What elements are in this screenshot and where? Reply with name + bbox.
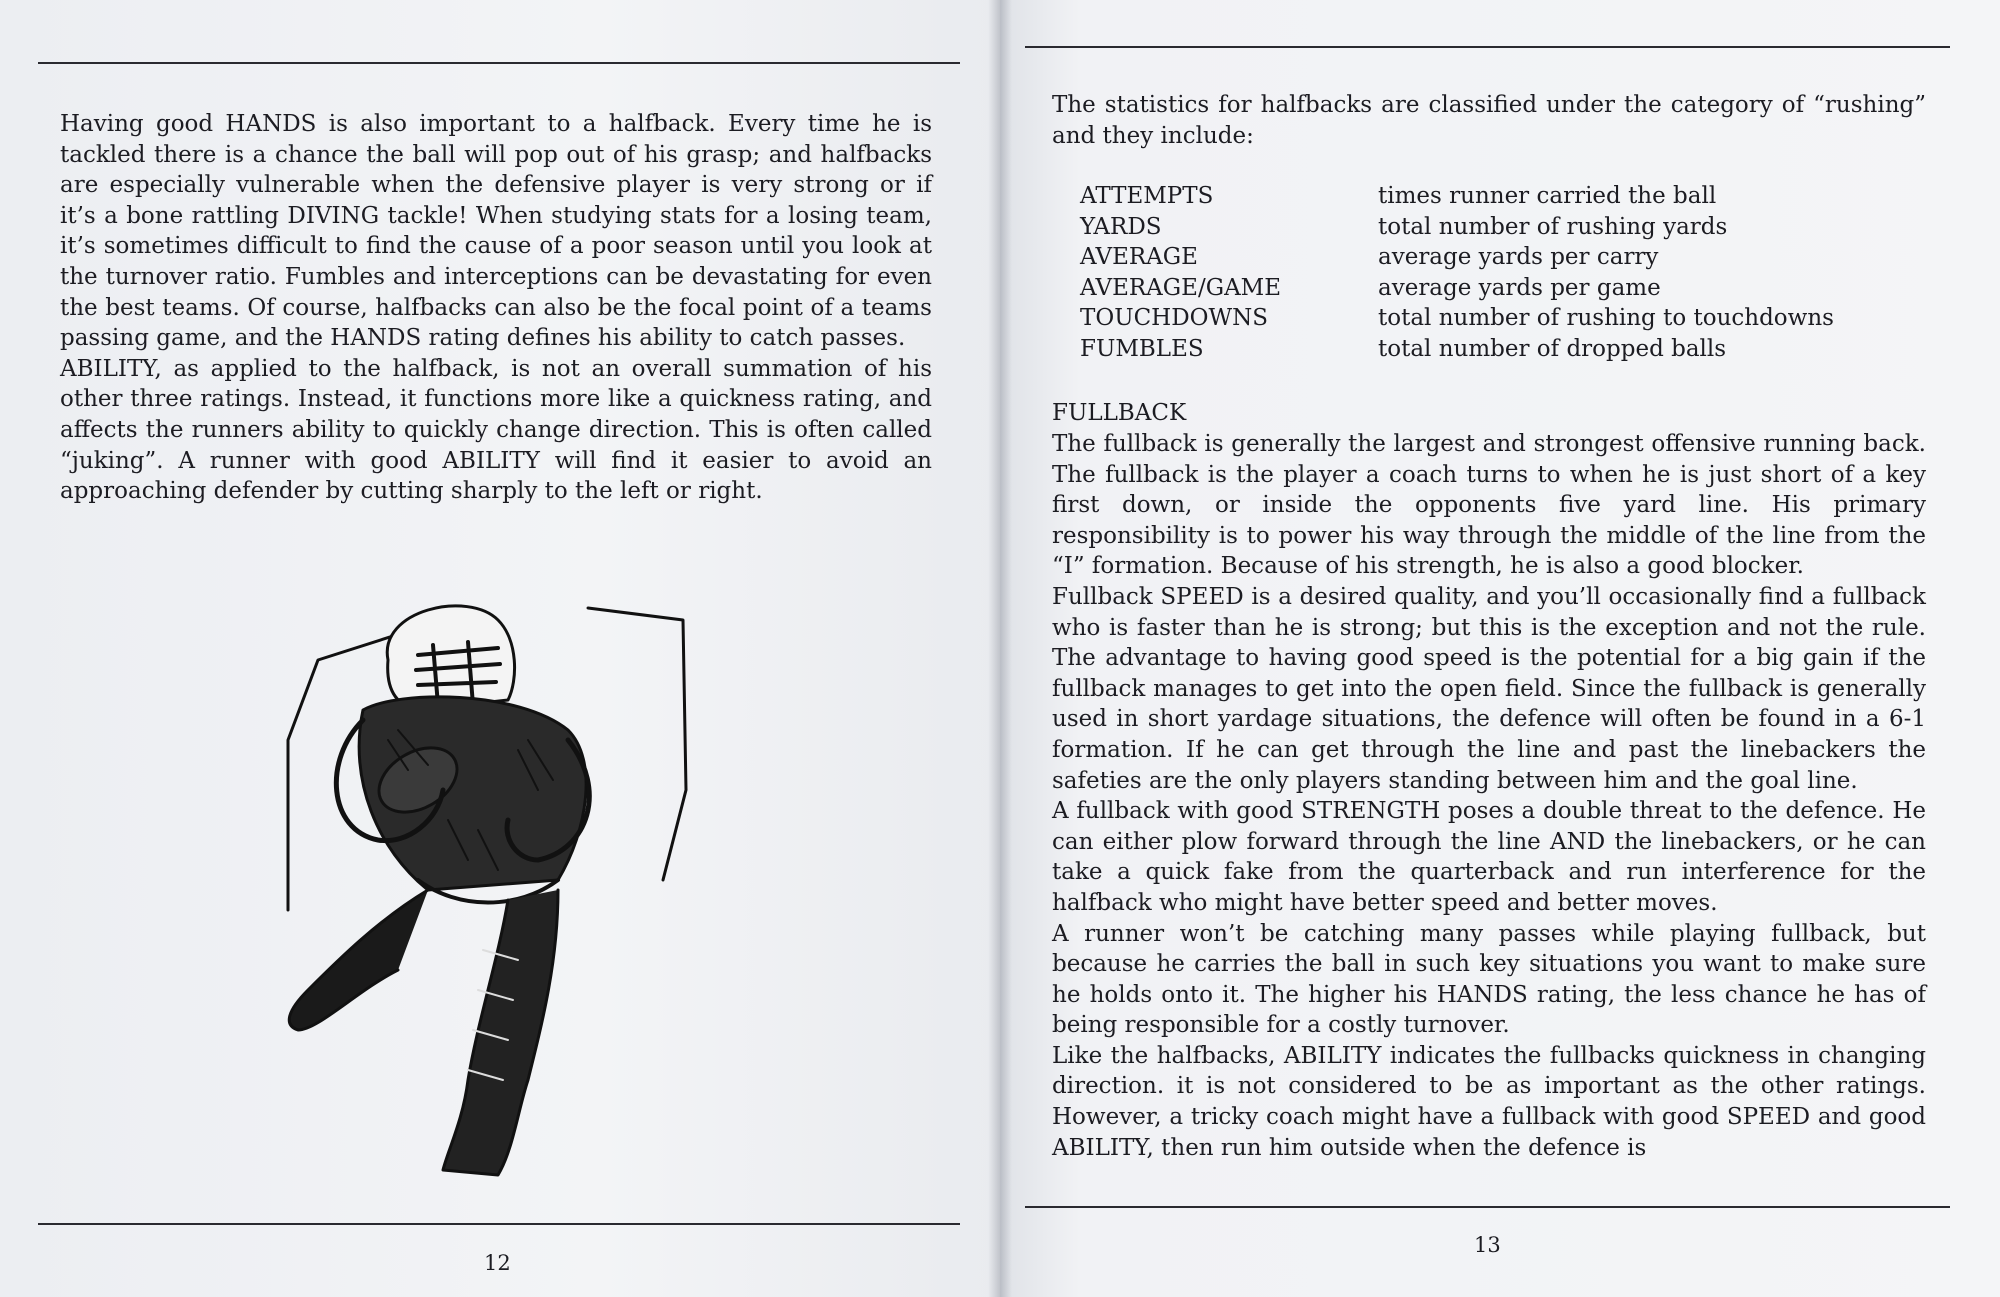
page-number-left: 12 <box>484 1251 511 1275</box>
halfback-hands-paragraph: Having good HANDS is also important to a halfback. Every time he is tackled there is a chance the ball will pop out of his grasp; and halfbacks are especially vulnerable when the defensive player is very strong or if it’s a bone rattling DIVING tackle! When studying stats for a losing team, it’s sometimes difficult to find the cause of a poor season until you look at the turnover ratio. Fumbles and interceptions can be devastating for even the best teams. Of course, halfbacks can also be the focal point of a teams passing game, and the HANDS rating defines his ability to catch passes. <box>60 111 932 352</box>
stats-row <box>1080 334 1834 365</box>
stats-row <box>1080 181 1834 212</box>
page-number-right: 13 <box>1474 1233 1501 1257</box>
stat-term: YARDS <box>1080 213 1162 240</box>
left-top-rule <box>38 62 960 64</box>
right-page-text <box>1052 429 1926 1163</box>
fullback-speed-paragraph: Fullback SPEED is a desired quality, and you’ll occasionally find a fullback who is faster than he is strong; but this is the exception and not the rule. The advantage to having good speed is the potential for a big gain if the fullback manages to get into the open field. Since the fullback is generally used in short yardage situations, the defence will often be found in a 6-1 formation. If he can get through the line and past the linebackers the safeties are the only players standing between him and the goal line. <box>1052 583 1926 794</box>
right-bottom-rule <box>1025 1206 1950 1208</box>
fullback-strength-paragraph: A fullback with good STRENGTH poses a double threat to the defence. He can either plow forward through the line AND the linebackers, or he can take a quick fake from the quarterback and run interference for the halfback who might have better speed and better moves. <box>1052 798 1926 916</box>
fullback-intro-paragraph: The fullback is generally the largest and strongest offensive running back. The fullback is the player a coach turns to when he is just short of a key first down, or inside the opponents five yard line. His primary responsibility is to power his way through the middle of the line from the “I” formation. Because of his strength, he is also a good blocker. <box>1052 431 1926 580</box>
rushing-stats-table <box>1080 181 1834 365</box>
stat-definition: times runner carried the ball <box>1378 183 1717 209</box>
stat-definition: total number of rushing to touchdowns <box>1378 305 1834 332</box>
stats-intro: The statistics for halfbacks are classified under the category of “rushing” and they include: <box>1052 92 1926 149</box>
stats-row <box>1080 303 1834 334</box>
fullback-ability-paragraph: Like the halfbacks, ABILITY indicates the fullbacks quickness in changing direction. it is not considered to be as important as the other ratings. However, a tricky coach might have a fullback with good SPEED and good ABILITY, then run him outside when the defence is <box>1052 1042 1926 1161</box>
right-top-rule <box>1025 46 1950 48</box>
stat-definition: total number of rushing yards <box>1378 213 1728 240</box>
book-gutter <box>988 0 1012 1297</box>
left-bottom-rule <box>38 1223 960 1225</box>
football-player-illustration <box>268 590 708 1190</box>
stats-row <box>1080 212 1834 243</box>
fullback-hands-paragraph: A runner won’t be catching many passes while playing fullback, but because he carries the ball in such key situations you want to make sure he holds onto it. The higher his HANDS rating, the less chance he has of being responsible for a costly turnover. <box>1052 920 1926 1039</box>
stats-row <box>1080 273 1834 304</box>
stat-definition: average yards per carry <box>1378 244 1659 271</box>
stat-term: AVERAGE/GAME <box>1080 274 1282 301</box>
fullback-heading: FULLBACK <box>1052 400 1187 426</box>
stat-definition: total number of dropped balls <box>1378 335 1727 362</box>
stats-row <box>1080 242 1834 273</box>
stat-term: TOUCHDOWNS <box>1080 305 1269 332</box>
left-page-text <box>60 109 932 507</box>
halfback-ability-paragraph: ABILITY, as applied to the halfback, is not an overall summation of his other three ratings. Instead, it functions more like a quickness rating, and affects the runners ability to quickly change direction. This is often called “juking”. A runner with good ABILITY will find it easier to avoid an approaching defender by cutting sharply to the left or right. <box>60 355 932 505</box>
stat-definition: average yards per game <box>1378 274 1661 301</box>
stat-term: ATTEMPTS <box>1080 183 1214 209</box>
stat-term: AVERAGE <box>1080 244 1198 271</box>
stat-term: FUMBLES <box>1080 335 1204 362</box>
